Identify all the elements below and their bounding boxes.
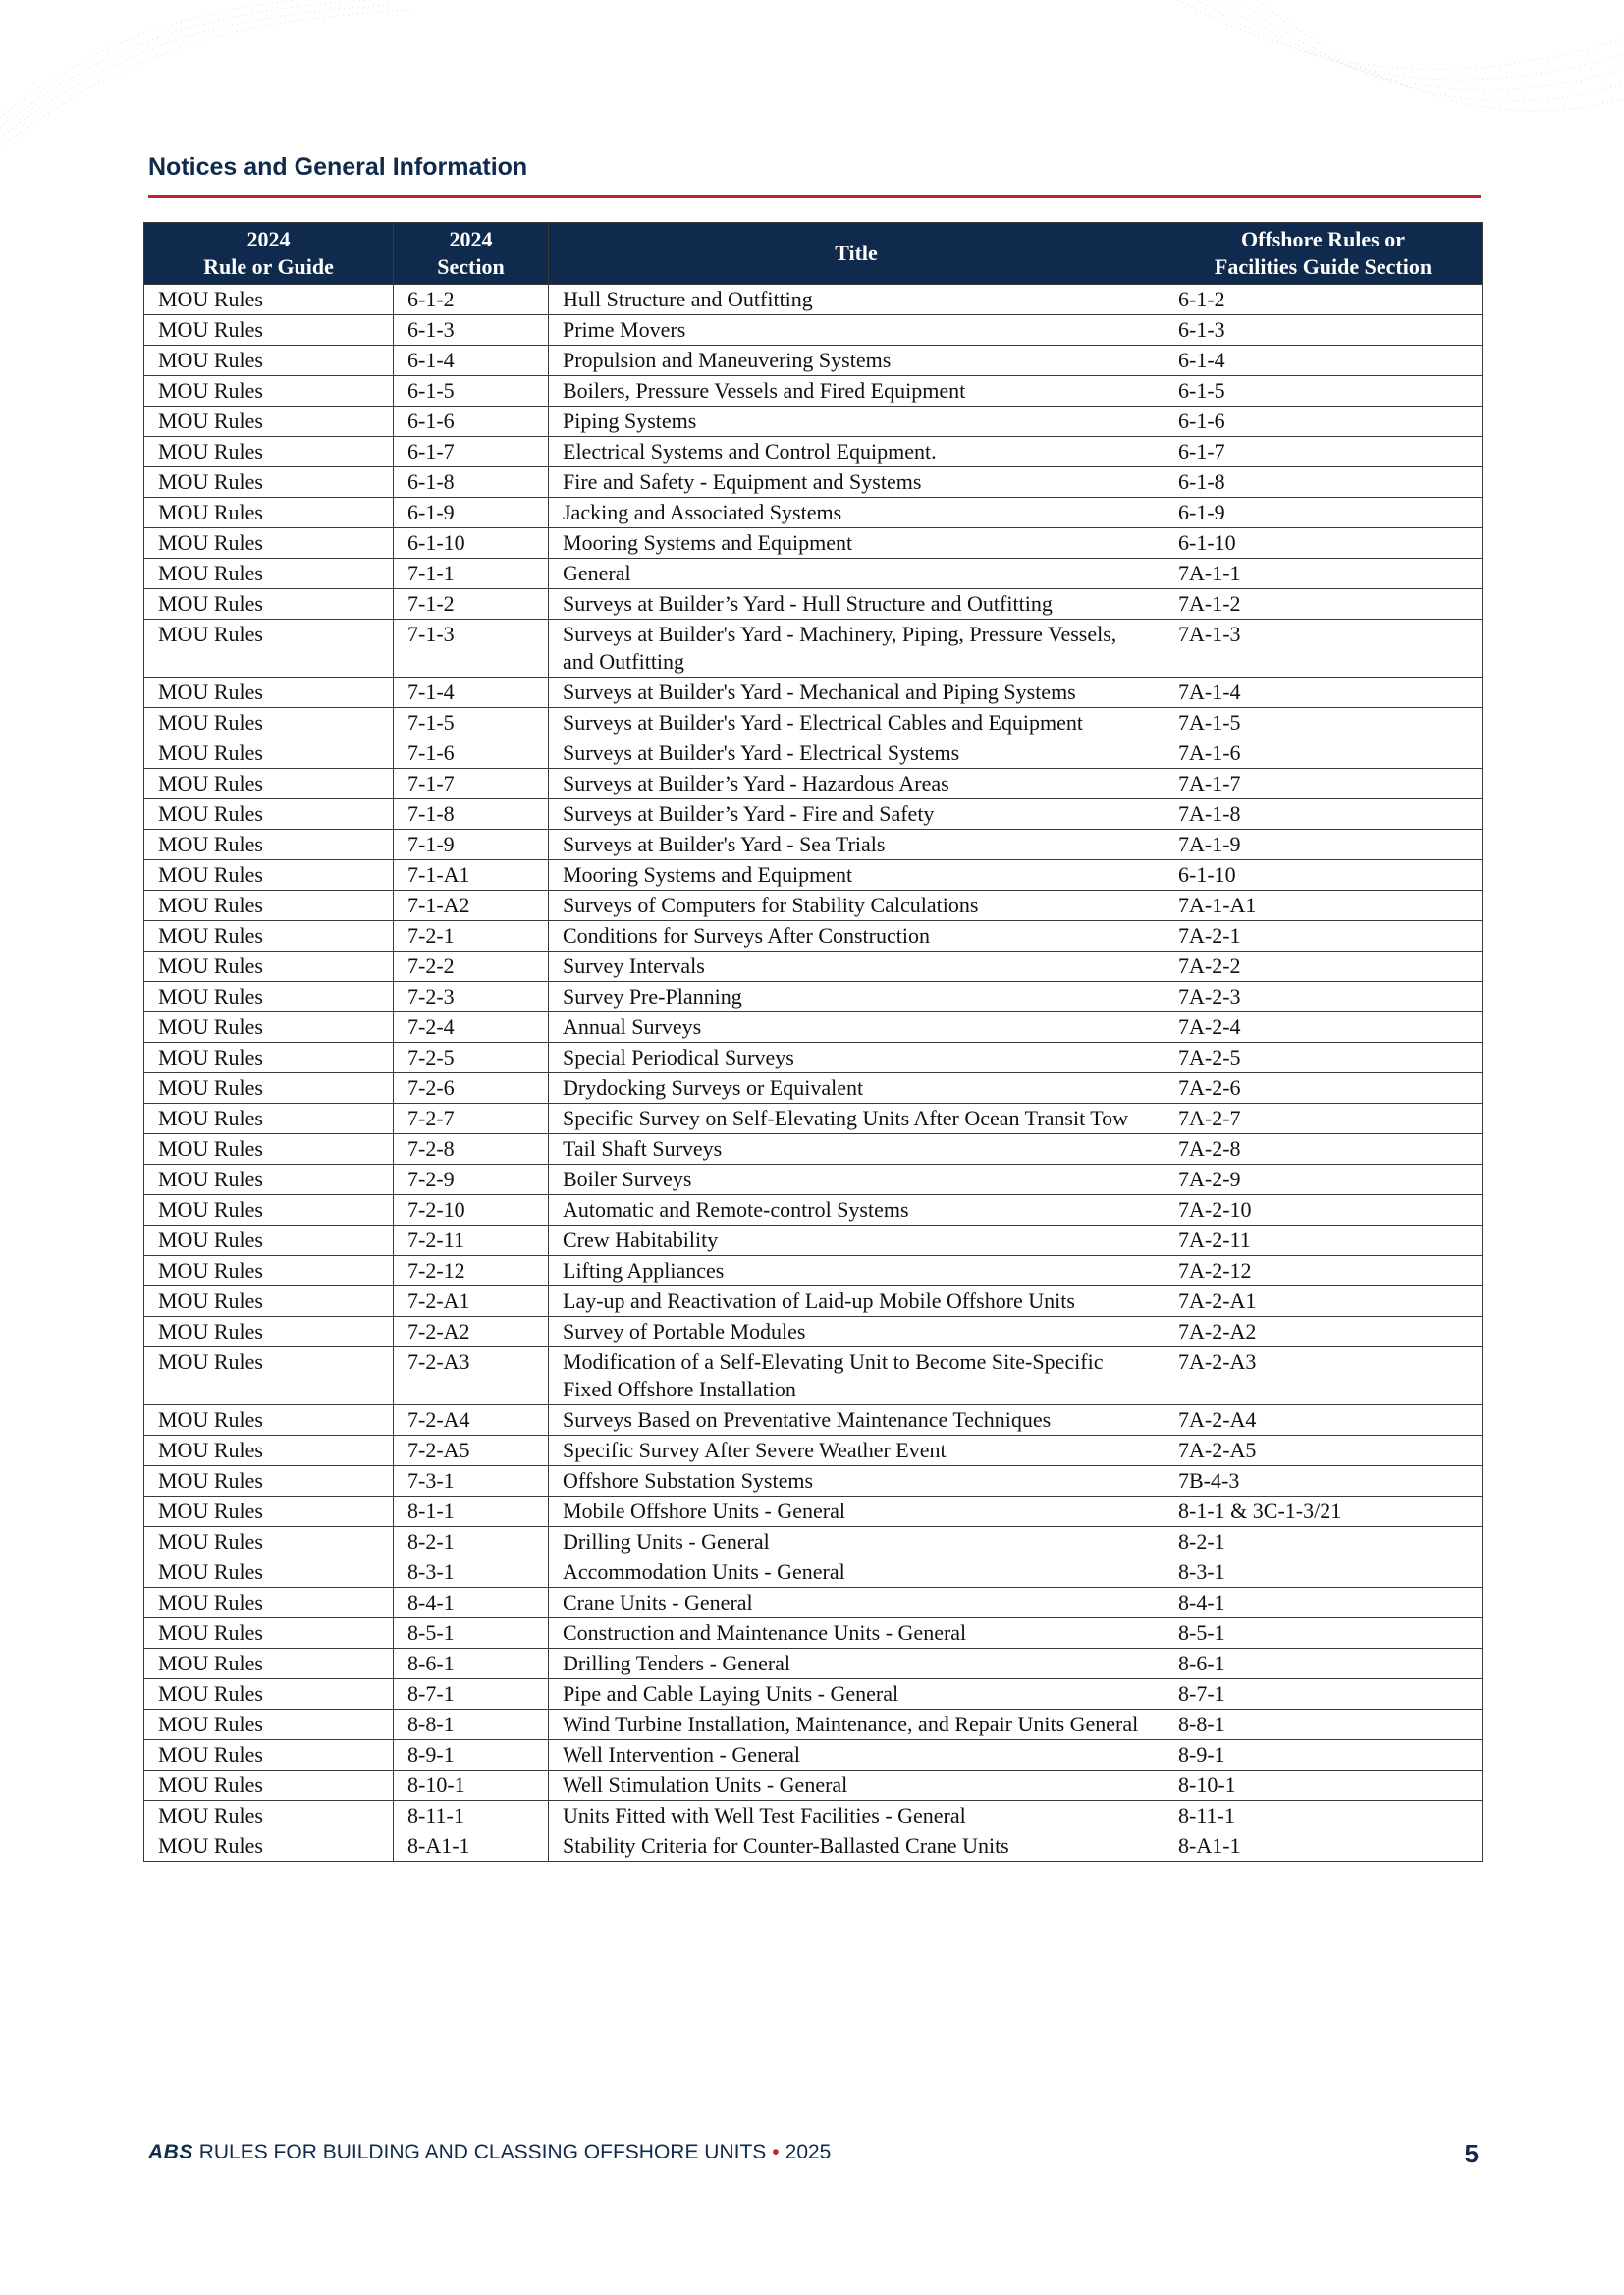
cell-offshore-section: 7A-2-6 (1164, 1073, 1483, 1104)
table-row (144, 1012, 1483, 1043)
cell-offshore-section: 7A-2-9 (1164, 1165, 1483, 1195)
cell-title: Special Periodical Surveys (549, 1043, 1164, 1073)
cell-offshore-section: 7A-2-A4 (1164, 1405, 1483, 1436)
cell-rule-or-guide: MOU Rules (144, 589, 394, 620)
cell-rule-or-guide: MOU Rules (144, 1649, 394, 1679)
cell-section: 7-1-2 (394, 589, 549, 620)
cell-section: 7-2-6 (394, 1073, 549, 1104)
cell-offshore-section: 7A-2-A5 (1164, 1436, 1483, 1466)
cell-section: 6-1-9 (394, 498, 549, 528)
cell-offshore-section: 6-1-3 (1164, 315, 1483, 346)
cell-rule-or-guide: MOU Rules (144, 1226, 394, 1256)
cell-rule-or-guide: MOU Rules (144, 1801, 394, 1831)
cell-offshore-section: 7A-2-1 (1164, 921, 1483, 952)
cell-offshore-section: 7A-1-9 (1164, 830, 1483, 860)
table-row (144, 1588, 1483, 1618)
cell-offshore-section: 7A-2-A1 (1164, 1286, 1483, 1317)
cell-section: 7-2-10 (394, 1195, 549, 1226)
cell-rule-or-guide: MOU Rules (144, 1012, 394, 1043)
cell-offshore-section: 7A-1-7 (1164, 769, 1483, 799)
cell-section: 7-1-6 (394, 738, 549, 769)
cell-rule-or-guide: MOU Rules (144, 1710, 394, 1740)
cell-rule-or-guide: MOU Rules (144, 1497, 394, 1527)
table-row (144, 830, 1483, 860)
table-row (144, 559, 1483, 589)
cell-title: Mooring Systems and Equipment (549, 528, 1164, 559)
cell-rule-or-guide: MOU Rules (144, 1347, 394, 1405)
table-row (144, 1801, 1483, 1831)
cell-section: 7-2-3 (394, 982, 549, 1012)
table-row (144, 1104, 1483, 1134)
table-row (144, 528, 1483, 559)
cell-offshore-section: 8-A1-1 (1164, 1831, 1483, 1862)
cell-offshore-section: 7A-2-A3 (1164, 1347, 1483, 1405)
cell-section: 7-2-A5 (394, 1436, 549, 1466)
cell-section: 7-1-7 (394, 769, 549, 799)
cell-title: Units Fitted with Well Test Facilities - General (549, 1801, 1164, 1831)
cell-section: 7-2-4 (394, 1012, 549, 1043)
table-row (144, 1679, 1483, 1710)
cell-rule-or-guide: MOU Rules (144, 1831, 394, 1862)
column-header-title (549, 223, 1164, 285)
cell-title: Prime Movers (549, 315, 1164, 346)
cell-section: 6-1-4 (394, 346, 549, 376)
cell-rule-or-guide: MOU Rules (144, 437, 394, 467)
cell-section: 8-2-1 (394, 1527, 549, 1557)
cell-section: 8-6-1 (394, 1649, 549, 1679)
cell-title: Tail Shaft Surveys (549, 1134, 1164, 1165)
cell-title: Surveys of Computers for Stability Calculations (549, 891, 1164, 921)
cell-rule-or-guide: MOU Rules (144, 708, 394, 738)
cell-rule-or-guide: MOU Rules (144, 467, 394, 498)
cell-section: 7-1-4 (394, 678, 549, 708)
cell-section: 7-1-5 (394, 708, 549, 738)
cell-rule-or-guide: MOU Rules (144, 1043, 394, 1073)
cell-rule-or-guide: MOU Rules (144, 620, 394, 678)
page-footer (148, 2141, 1479, 2170)
cell-rule-or-guide: MOU Rules (144, 376, 394, 407)
cell-rule-or-guide: MOU Rules (144, 346, 394, 376)
cell-offshore-section: 6-1-6 (1164, 407, 1483, 437)
table-row (144, 799, 1483, 830)
cell-section: 8-10-1 (394, 1771, 549, 1801)
cell-title: Surveys at Builder’s Yard - Hazardous Areas (549, 769, 1164, 799)
cell-title: Mobile Offshore Units - General (549, 1497, 1164, 1527)
cell-title: Well Intervention - General (549, 1740, 1164, 1771)
cell-offshore-section: 7A-2-8 (1164, 1134, 1483, 1165)
table-body (144, 285, 1483, 1862)
cell-offshore-section: 6-1-10 (1164, 860, 1483, 891)
cell-rule-or-guide: MOU Rules (144, 1405, 394, 1436)
table-row (144, 708, 1483, 738)
cell-offshore-section: 8-8-1 (1164, 1710, 1483, 1740)
cell-section: 7-2-7 (394, 1104, 549, 1134)
cell-section: 6-1-5 (394, 376, 549, 407)
cell-section: 7-2-A1 (394, 1286, 549, 1317)
abs-logo: ABS (148, 2141, 193, 2163)
table-row (144, 1405, 1483, 1436)
cell-section: 6-1-2 (394, 285, 549, 315)
cell-section: 7-2-11 (394, 1226, 549, 1256)
cell-title: Mooring Systems and Equipment (549, 860, 1164, 891)
cell-section: 7-1-3 (394, 620, 549, 678)
table-row (144, 1649, 1483, 1679)
cell-section: 8-1-1 (394, 1497, 549, 1527)
cell-rule-or-guide: MOU Rules (144, 1436, 394, 1466)
cell-section: 7-2-A4 (394, 1405, 549, 1436)
cell-section: 7-1-A1 (394, 860, 549, 891)
cell-title: Pipe and Cable Laying Units - General (549, 1679, 1164, 1710)
table-row (144, 1226, 1483, 1256)
cell-offshore-section: 8-2-1 (1164, 1527, 1483, 1557)
cell-title: Modification of a Self-Elevating Unit to Become Site-Specific Fixed Offshore Installation (549, 1347, 1164, 1405)
cell-title: Well Stimulation Units - General (549, 1771, 1164, 1801)
cell-offshore-section: 7A-2-11 (1164, 1226, 1483, 1256)
cell-title: Surveys at Builder's Yard - Electrical Cables and Equipment (549, 708, 1164, 738)
cell-offshore-section: 8-7-1 (1164, 1679, 1483, 1710)
table-row (144, 1831, 1483, 1862)
cell-title: Boilers, Pressure Vessels and Fired Equipment (549, 376, 1164, 407)
cell-rule-or-guide: MOU Rules (144, 407, 394, 437)
table-row (144, 1347, 1483, 1405)
table-row (144, 376, 1483, 407)
cell-section: 8-7-1 (394, 1679, 549, 1710)
cell-title: Survey Intervals (549, 952, 1164, 982)
cell-rule-or-guide: MOU Rules (144, 1527, 394, 1557)
table-row (144, 1165, 1483, 1195)
table-row (144, 1134, 1483, 1165)
cell-title: Boiler Surveys (549, 1165, 1164, 1195)
cell-offshore-section: 8-4-1 (1164, 1588, 1483, 1618)
cell-offshore-section: 8-11-1 (1164, 1801, 1483, 1831)
cell-rule-or-guide: MOU Rules (144, 830, 394, 860)
cell-title: Piping Systems (549, 407, 1164, 437)
cell-rule-or-guide: MOU Rules (144, 1165, 394, 1195)
cell-offshore-section: 6-1-4 (1164, 346, 1483, 376)
cell-section: 7-1-8 (394, 799, 549, 830)
cell-section: 6-1-3 (394, 315, 549, 346)
cell-offshore-section: 7A-1-8 (1164, 799, 1483, 830)
column-header-line: Section (437, 254, 505, 279)
cell-rule-or-guide: MOU Rules (144, 1771, 394, 1801)
cell-title: Construction and Maintenance Units - General (549, 1618, 1164, 1649)
cell-section: 8-11-1 (394, 1801, 549, 1831)
table-row (144, 921, 1483, 952)
table-row (144, 620, 1483, 678)
cell-rule-or-guide: MOU Rules (144, 799, 394, 830)
cell-offshore-section: 7A-1-1 (1164, 559, 1483, 589)
table-row (144, 1043, 1483, 1073)
cell-rule-or-guide: MOU Rules (144, 1317, 394, 1347)
cell-section: 7-2-5 (394, 1043, 549, 1073)
footer-separator-dot: • (772, 2141, 780, 2163)
cell-title: Wind Turbine Installation, Maintenance, and Repair Units General (549, 1710, 1164, 1740)
cell-rule-or-guide: MOU Rules (144, 1466, 394, 1497)
table-row (144, 860, 1483, 891)
cell-rule-or-guide: MOU Rules (144, 738, 394, 769)
table-row (144, 1317, 1483, 1347)
cell-title: Stability Criteria for Counter-Ballasted Crane Units (549, 1831, 1164, 1862)
table-row (144, 285, 1483, 315)
decorative-wave-pattern (0, 0, 1624, 157)
table-row (144, 891, 1483, 921)
cell-rule-or-guide: MOU Rules (144, 1104, 394, 1134)
cell-title: Surveys at Builder's Yard - Mechanical and Piping Systems (549, 678, 1164, 708)
cell-title: Automatic and Remote-control Systems (549, 1195, 1164, 1226)
column-header-line: Title (835, 241, 878, 265)
cell-offshore-section: 6-1-5 (1164, 376, 1483, 407)
cell-offshore-section: 7B-4-3 (1164, 1466, 1483, 1497)
cell-offshore-section: 7A-1-2 (1164, 589, 1483, 620)
cell-offshore-section: 8-6-1 (1164, 1649, 1483, 1679)
table-row (144, 678, 1483, 708)
table-row (144, 982, 1483, 1012)
cell-offshore-section: 7A-1-6 (1164, 738, 1483, 769)
cell-section: 7-2-A3 (394, 1347, 549, 1405)
cell-title: Hull Structure and Outfitting (549, 285, 1164, 315)
cell-title: General (549, 559, 1164, 589)
cell-title: Drydocking Surveys or Equivalent (549, 1073, 1164, 1104)
table-row (144, 738, 1483, 769)
cell-offshore-section: 7A-2-A2 (1164, 1317, 1483, 1347)
cell-title: Surveys at Builder's Yard - Sea Trials (549, 830, 1164, 860)
cell-offshore-section: 8-9-1 (1164, 1740, 1483, 1771)
cell-rule-or-guide: MOU Rules (144, 1134, 394, 1165)
cell-offshore-section: 7A-1-3 (1164, 620, 1483, 678)
cell-rule-or-guide: MOU Rules (144, 315, 394, 346)
table-row (144, 315, 1483, 346)
cell-title: Surveys Based on Preventative Maintenance Techniques (549, 1405, 1164, 1436)
cell-title: Lay-up and Reactivation of Laid-up Mobile Offshore Units (549, 1286, 1164, 1317)
cell-rule-or-guide: MOU Rules (144, 891, 394, 921)
table-row (144, 1497, 1483, 1527)
cell-title: Accommodation Units - General (549, 1557, 1164, 1588)
cell-title: Surveys at Builder's Yard - Machinery, Piping, Pressure Vessels, and Outfitting (549, 620, 1164, 678)
cell-rule-or-guide: MOU Rules (144, 1557, 394, 1588)
cell-title: Offshore Substation Systems (549, 1466, 1164, 1497)
cell-offshore-section: 8-3-1 (1164, 1557, 1483, 1588)
footer-document-title: RULES FOR BUILDING AND CLASSING OFFSHORE UNITS (198, 2141, 767, 2163)
table-row (144, 437, 1483, 467)
cell-title: Propulsion and Maneuvering Systems (549, 346, 1164, 376)
cell-offshore-section: 6-1-10 (1164, 528, 1483, 559)
page-number: 5 (1464, 2139, 1479, 2168)
column-header-line: 2024 (246, 227, 291, 251)
cell-title: Conditions for Surveys After Construction (549, 921, 1164, 952)
cell-section: 8-8-1 (394, 1710, 549, 1740)
cell-offshore-section: 7A-1-A1 (1164, 891, 1483, 921)
cell-rule-or-guide: MOU Rules (144, 921, 394, 952)
cell-section: 7-2-A2 (394, 1317, 549, 1347)
cell-title: Specific Survey on Self-Elevating Units After Ocean Transit Tow (549, 1104, 1164, 1134)
column-header-line: Offshore Rules or (1240, 227, 1406, 251)
cell-section: 7-1-1 (394, 559, 549, 589)
table-row (144, 1557, 1483, 1588)
cell-title: Lifting Appliances (549, 1256, 1164, 1286)
table-row (144, 1618, 1483, 1649)
cell-title: Surveys at Builder’s Yard - Hull Structure and Outfitting (549, 589, 1164, 620)
table-row (144, 467, 1483, 498)
section-header (148, 153, 1481, 198)
cell-section: 8-3-1 (394, 1557, 549, 1588)
cell-rule-or-guide: MOU Rules (144, 982, 394, 1012)
table-row (144, 1466, 1483, 1497)
table-row (144, 1710, 1483, 1740)
cell-section: 6-1-8 (394, 467, 549, 498)
cell-section: 7-2-1 (394, 921, 549, 952)
cell-offshore-section: 7A-2-12 (1164, 1256, 1483, 1286)
rules-cross-reference-table (143, 222, 1483, 1862)
footer-year: 2025 (785, 2141, 832, 2163)
cell-offshore-section: 8-10-1 (1164, 1771, 1483, 1801)
cell-title: Survey of Portable Modules (549, 1317, 1164, 1347)
table-row (144, 1256, 1483, 1286)
cell-section: 7-1-9 (394, 830, 549, 860)
cell-rule-or-guide: MOU Rules (144, 1073, 394, 1104)
cell-title: Electrical Systems and Control Equipment. (549, 437, 1164, 467)
cell-offshore-section: 6-1-8 (1164, 467, 1483, 498)
cell-offshore-section: 7A-2-10 (1164, 1195, 1483, 1226)
cell-section: 7-3-1 (394, 1466, 549, 1497)
cell-section: 6-1-10 (394, 528, 549, 559)
cell-offshore-section: 7A-2-2 (1164, 952, 1483, 982)
cell-title: Annual Surveys (549, 1012, 1164, 1043)
cell-title: Jacking and Associated Systems (549, 498, 1164, 528)
column-header-section (394, 223, 549, 285)
cell-rule-or-guide: MOU Rules (144, 678, 394, 708)
table-row (144, 952, 1483, 982)
cell-offshore-section: 7A-1-5 (1164, 708, 1483, 738)
cell-section: 6-1-7 (394, 437, 549, 467)
table-row (144, 1771, 1483, 1801)
cell-title: Survey Pre-Planning (549, 982, 1164, 1012)
table-row (144, 1436, 1483, 1466)
cell-section: 7-2-9 (394, 1165, 549, 1195)
column-header-line: 2024 (449, 227, 493, 251)
cell-rule-or-guide: MOU Rules (144, 1740, 394, 1771)
cell-offshore-section: 7A-2-7 (1164, 1104, 1483, 1134)
cell-rule-or-guide: MOU Rules (144, 952, 394, 982)
cell-rule-or-guide: MOU Rules (144, 285, 394, 315)
table-row (144, 498, 1483, 528)
cell-rule-or-guide: MOU Rules (144, 1618, 394, 1649)
cell-rule-or-guide: MOU Rules (144, 1195, 394, 1226)
cell-rule-or-guide: MOU Rules (144, 528, 394, 559)
cell-section: 8-9-1 (394, 1740, 549, 1771)
cell-title: Specific Survey After Severe Weather Event (549, 1436, 1164, 1466)
cell-title: Surveys at Builder’s Yard - Fire and Safety (549, 799, 1164, 830)
cell-section: 6-1-6 (394, 407, 549, 437)
cell-rule-or-guide: MOU Rules (144, 1286, 394, 1317)
column-header-line: Rule or Guide (203, 254, 334, 279)
table-row (144, 1195, 1483, 1226)
table-row (144, 1073, 1483, 1104)
cell-section: 8-4-1 (394, 1588, 549, 1618)
cell-title: Drilling Units - General (549, 1527, 1164, 1557)
cell-rule-or-guide: MOU Rules (144, 1256, 394, 1286)
table-row (144, 1527, 1483, 1557)
cell-section: 7-2-8 (394, 1134, 549, 1165)
cell-offshore-section: 6-1-9 (1164, 498, 1483, 528)
cell-offshore-section: 6-1-7 (1164, 437, 1483, 467)
section-title: Notices and General Information (148, 153, 528, 181)
cell-section: 8-A1-1 (394, 1831, 549, 1862)
cell-section: 7-2-2 (394, 952, 549, 982)
column-header-line: Facilities Guide Section (1214, 254, 1433, 279)
cell-title: Crew Habitability (549, 1226, 1164, 1256)
cell-offshore-section: 7A-2-4 (1164, 1012, 1483, 1043)
cell-section: 8-5-1 (394, 1618, 549, 1649)
cell-rule-or-guide: MOU Rules (144, 1679, 394, 1710)
table-row (144, 346, 1483, 376)
cell-offshore-section: 6-1-2 (1164, 285, 1483, 315)
table-row (144, 589, 1483, 620)
cell-offshore-section: 7A-2-3 (1164, 982, 1483, 1012)
column-header-offshore-section (1164, 223, 1483, 285)
cell-offshore-section: 7A-1-4 (1164, 678, 1483, 708)
table-row (144, 1740, 1483, 1771)
cell-offshore-section: 7A-2-5 (1164, 1043, 1483, 1073)
cell-title: Crane Units - General (549, 1588, 1164, 1618)
cell-offshore-section: 8-1-1 & 3C-1-3/21 (1164, 1497, 1483, 1527)
cell-title: Drilling Tenders - General (549, 1649, 1164, 1679)
table-row (144, 769, 1483, 799)
cell-rule-or-guide: MOU Rules (144, 1588, 394, 1618)
cell-offshore-section: 8-5-1 (1164, 1618, 1483, 1649)
cell-rule-or-guide: MOU Rules (144, 769, 394, 799)
cell-title: Surveys at Builder's Yard - Electrical Systems (549, 738, 1164, 769)
table-header-row (144, 223, 1483, 285)
column-header-rule-or-guide (144, 223, 394, 285)
table-row (144, 407, 1483, 437)
cell-rule-or-guide: MOU Rules (144, 559, 394, 589)
cell-section: 7-2-12 (394, 1256, 549, 1286)
cell-section: 7-1-A2 (394, 891, 549, 921)
cell-title: Fire and Safety - Equipment and Systems (549, 467, 1164, 498)
cell-rule-or-guide: MOU Rules (144, 860, 394, 891)
table-row (144, 1286, 1483, 1317)
cell-rule-or-guide: MOU Rules (144, 498, 394, 528)
